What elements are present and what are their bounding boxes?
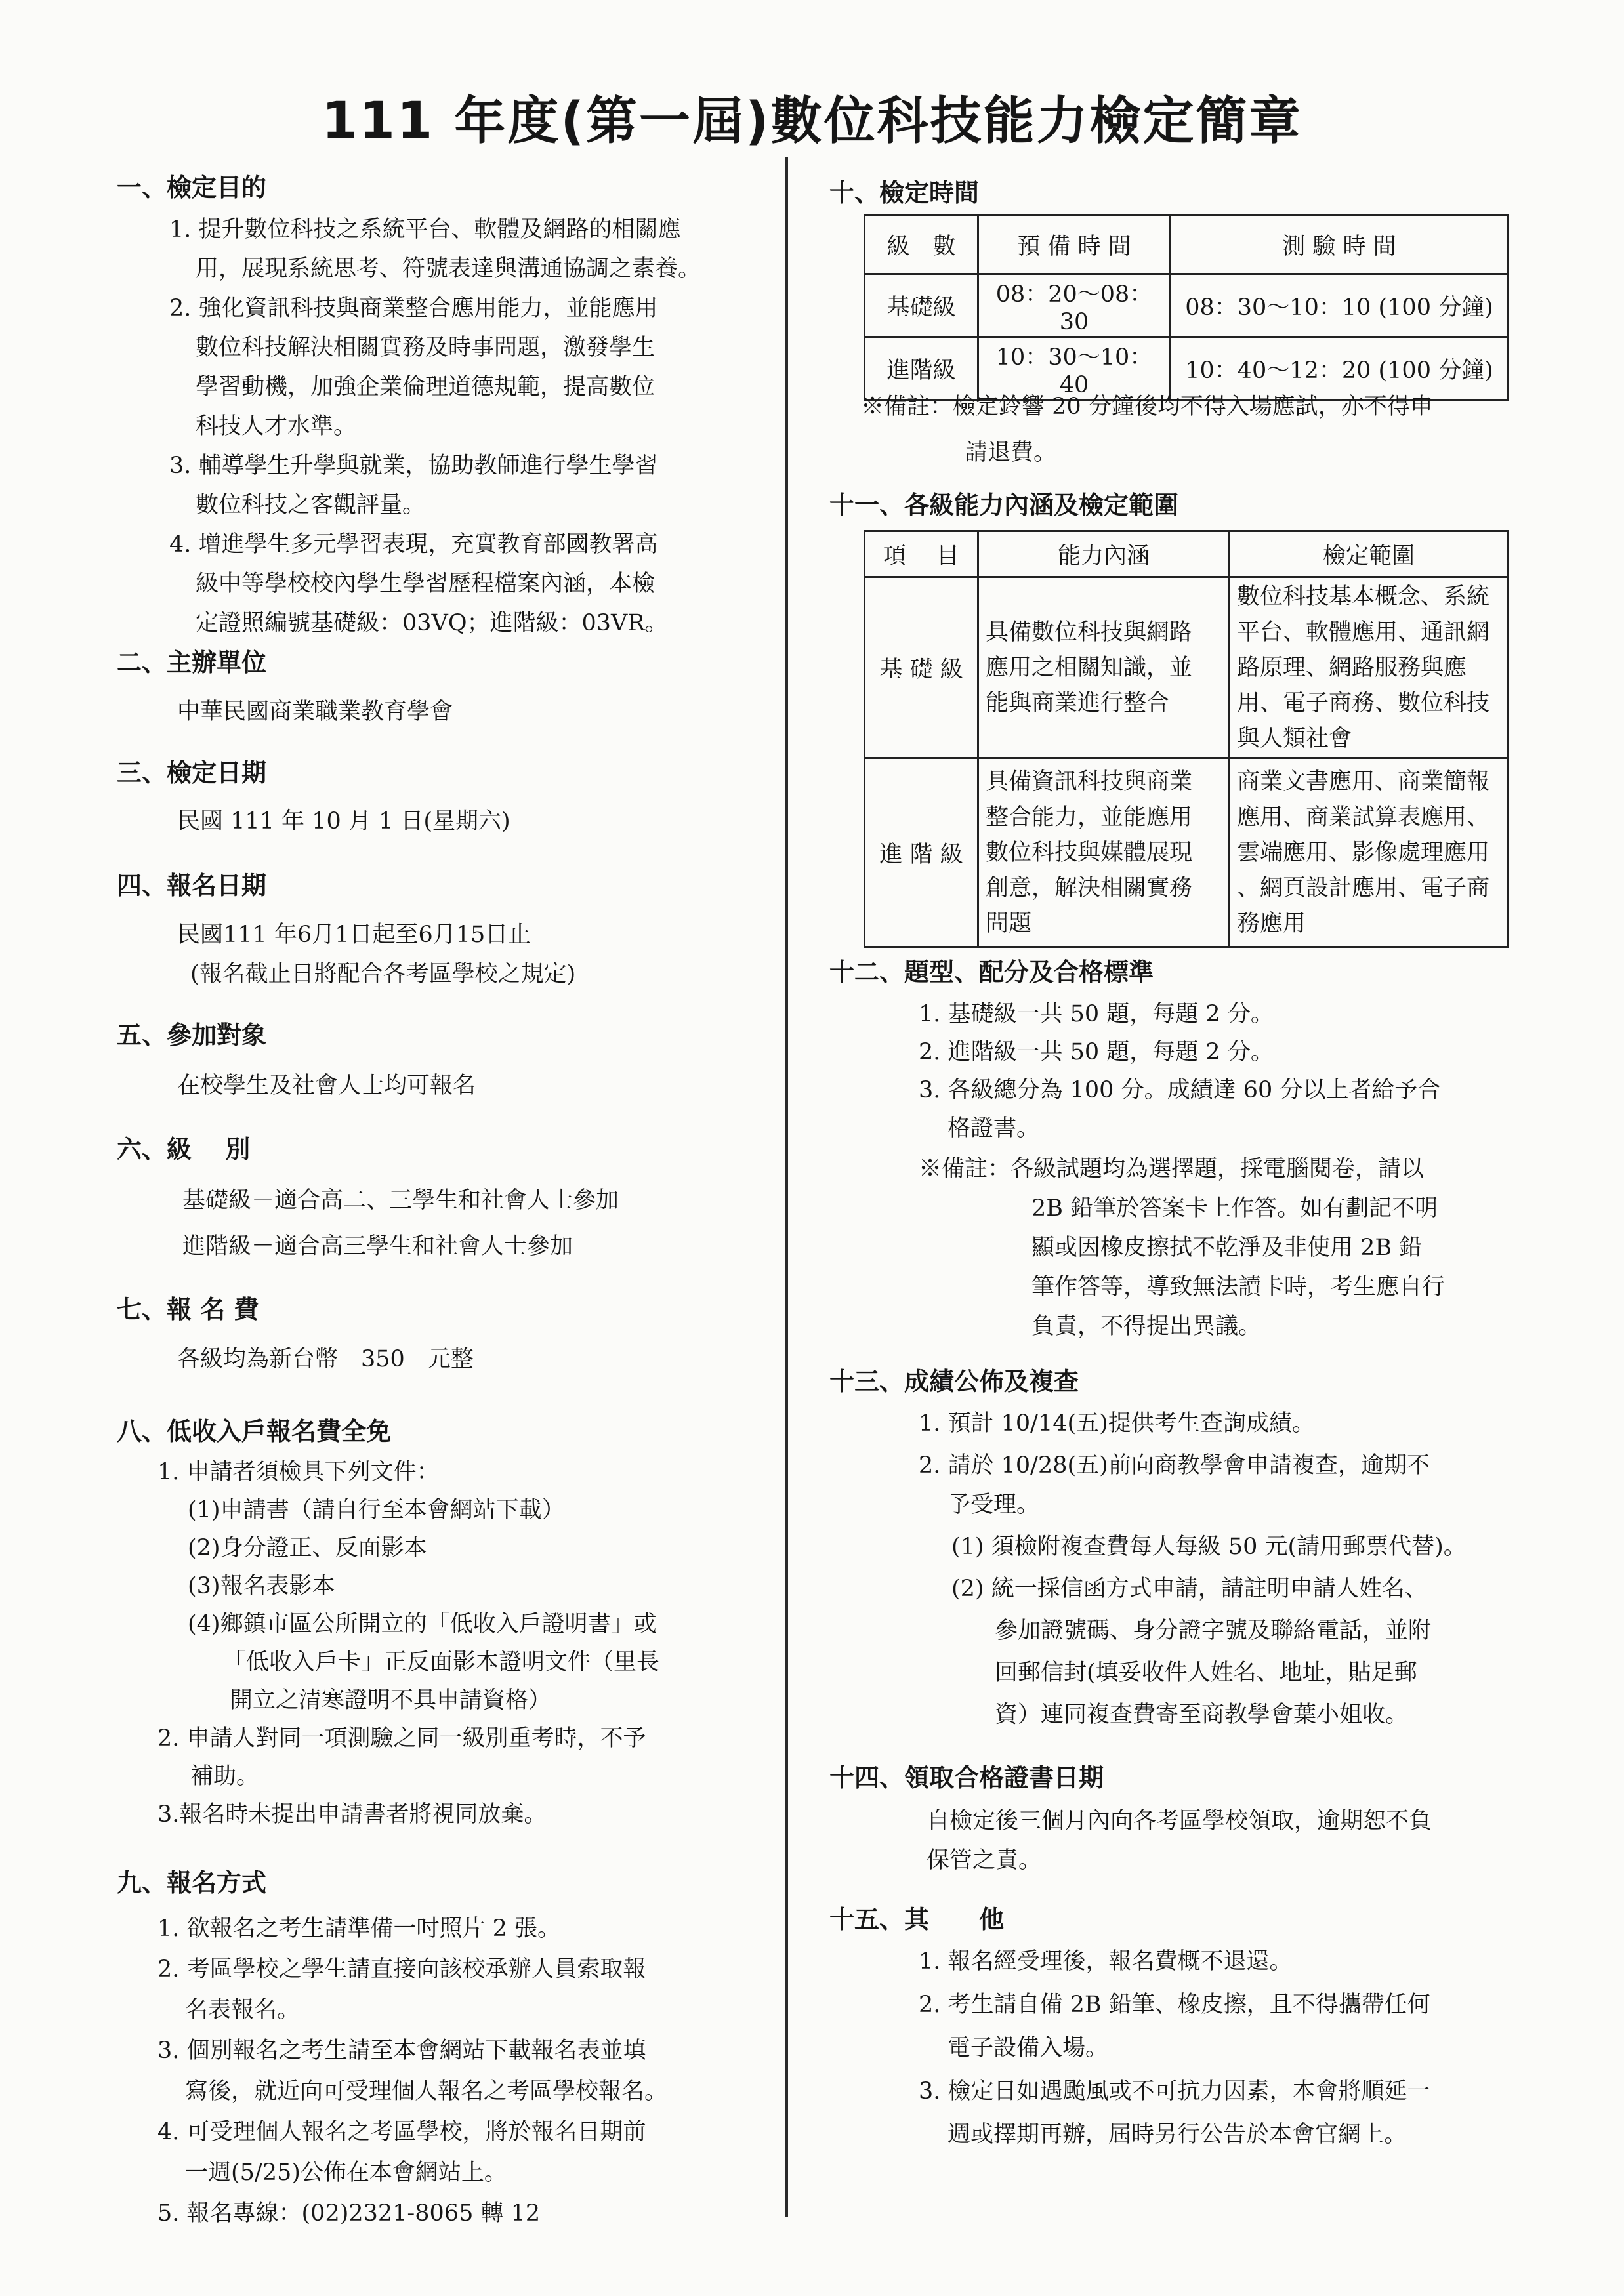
table-header-row [865,215,1509,274]
section-registration-date [117,866,266,905]
text-line: 名表報名。 [185,1997,301,2023]
section-heading: 十五、其 他 [829,1905,1005,1934]
text-line: 2. 進階級一共 50 題，每題 2 分。 [919,1039,1274,1065]
text-line: 參加證號碼、身分證字號及聯絡電話，並附 [995,1618,1432,1644]
text-line: 資）連同複查費寄至商教學會葉小姐收。 [995,1702,1409,1728]
section-purpose [117,168,266,207]
text-line: 1. 預計 10/14(五)提供考生查詢成績。 [919,1410,1315,1437]
section-registration-method [117,1863,266,1902]
cell-line: 應用、商業試算表應用、 [1237,804,1490,830]
header-cell: 檢定範圍 [1230,531,1509,577]
section-heading: 五、參加對象 [117,1021,267,1050]
table-row [865,274,1509,337]
section-ability-scope [829,485,1178,525]
section-heading: 二、主辦單位 [117,648,267,677]
text-line: 筆作答等，導致無法讀卡時，考生應自行 [1031,1274,1446,1300]
text-line: 格證書。 [947,1115,1040,1141]
text-line: 2. 申請人對同一項測驗之同一級別重考時，不予 [157,1725,646,1752]
text-line: 1. 提升數位科技之系統平台、軟體及網路的相關應 [169,216,681,243]
table-row [865,577,1509,758]
text-line: 定證照編號基礎級：03VQ；進階級：03VR。 [196,610,668,636]
text-line: 科技人才水準。 [196,413,357,440]
text-line: 開立之清寒證明不具申請資格） [230,1687,552,1713]
table-cell [1230,758,1509,947]
section-eligibility [117,1015,266,1055]
text-line: 2B 鉛筆於答案卡上作答。如有劃記不明 [1031,1195,1438,1221]
section-heading: 十、檢定時間 [829,178,980,207]
text-line: 進階級－適合高三學生和社會人士參加 [182,1233,573,1260]
text-line: 數位科技之客觀評量。 [196,492,426,518]
text-line: 負責，不得提出異議。 [1031,1313,1262,1340]
text-line: 「低收入戶卡」正反面影本證明文件（里長 [223,1649,660,1675]
text-line: 3. 檢定日如遇颱風或不可抗力因素，本會將順延一 [919,2078,1430,2104]
exam-time-table [864,214,1509,401]
section-scoring [829,953,1154,992]
table-cell [1230,577,1509,758]
text-line: 1. 基礎級一共 50 題，每題 2 分。 [919,1001,1274,1027]
text-line: 基礎級－適合高二、三學生和社會人士參加 [182,1187,619,1214]
header-cell: 預 備 時 間 [978,215,1171,274]
table-cell: 10：40～12：20 (100 分鐘) [1171,337,1509,400]
cell-line: 、網頁設計應用、電子商 [1237,874,1490,901]
table-cell: 10：30～10：40 [978,337,1171,400]
text-line: 3.報名時未提出申請書者將視同放棄。 [157,1801,547,1828]
cell-line: 務應用 [1237,910,1306,937]
table-header-row [865,531,1509,577]
section-heading: 三、檢定日期 [117,758,267,787]
text-line: (2) 統一採信函方式申請，請註明申請人姓名、 [951,1576,1428,1602]
cell-line: 應用之相關知識，並 [986,654,1193,681]
section-fee [117,1290,259,1329]
table-cell [978,577,1230,758]
cell-line: 平台、軟體應用、通訊網 [1237,619,1490,646]
page-title: 111 年度(第一屆)數位科技能力檢定簡章 [322,92,1302,151]
cell-line: 雲端應用、影像處理應用 [1237,839,1490,866]
section-results [829,1362,1079,1401]
text-line: 2. 考區學校之學生請直接向該校承辦人員索取報 [157,1956,646,1982]
cell-line: 商業文書應用、商業簡報 [1237,768,1490,795]
cell-line: 路原理、網路服務與應 [1237,654,1467,681]
cell-line: 用、電子商務、數位科技 [1237,689,1490,716]
text-line: 4. 可受理個人報名之考區學校，將於報名日期前 [157,2119,646,2145]
cell-line: 數位科技與媒體展現 [986,839,1193,866]
header-cell: 測 驗 時 間 [1171,215,1509,274]
text-line: (4)鄉鎮市區公所開立的「低收入戶證明書」或 [188,1611,657,1637]
table-row [865,758,1509,947]
text-line: 3. 各級總分為 100 分。成績達 60 分以上者給予合 [919,1077,1441,1103]
text-line: ※備註：各級試題均為選擇題，採電腦閱卷，請以 [919,1156,1425,1182]
section-heading: 一、檢定目的 [117,173,267,202]
section-heading: 六、級 別 [117,1135,251,1164]
text-line: 學習動機，加強企業倫理道德規範，提高數位 [196,374,656,400]
text-line: 1. 申請者須檢具下列文件： [157,1459,440,1485]
column-divider [785,157,788,2217]
section-heading: 七、報 名 費 [117,1295,259,1324]
ability-scope-table [864,530,1509,948]
section-fee-waiver [117,1412,391,1451]
section-levels [117,1130,250,1169]
text-line: 請退費。 [965,440,1057,466]
cell-line: 具備數位科技與網路 [986,619,1193,646]
table-cell: 進 階 級 [865,758,978,947]
text-line: 回郵信封(填妥收件人姓名、地址，貼足郵 [995,1660,1417,1686]
text-line: 級中等學校校內學生學習歷程檔案內涵，本檢 [196,571,656,597]
text-line: 1. 欲報名之考生請準備一吋照片 2 張。 [157,1916,561,1942]
text-line: 週或擇期再辦，屆時另行公告於本會官網上。 [947,2122,1407,2148]
text-line: 2. 強化資訊科技與商業整合應用能力，並能應用 [169,295,658,321]
text-line: 4. 增進學生多元學習表現，充實教育部國教署高 [169,531,658,558]
header-cell: 級 數 [865,215,978,274]
text-line: 顯或因橡皮擦拭不乾淨及非使用 2B 鉛 [1031,1235,1423,1261]
text-line: 3. 個別報名之考生請至本會網站下載報名表並填 [157,2038,646,2064]
section-exam-time [829,173,979,213]
text-line: (報名截止日將配合各考區學校之規定) [190,961,576,987]
text-line: 各級均為新台幣 350 元整 [177,1346,474,1372]
header-cell: 項 目 [865,531,978,577]
text-line: (1) 須檢附複查費每人每級 50 元(請用郵票代替)。 [951,1534,1467,1560]
table-cell: 基 礎 級 [865,577,978,758]
section-heading: 八、低收入戶報名費全免 [117,1417,392,1446]
section-heading: 十三、成績公佈及複查 [829,1367,1079,1396]
table-cell [978,758,1230,947]
section-other [829,1900,1004,1939]
text-line: 2. 考生請自備 2B 鉛筆、橡皮擦，且不得攜帶任何 [919,1992,1430,2018]
table-cell: 08：30～10：10 (100 分鐘) [1171,274,1509,337]
table-cell: 進階級 [865,337,978,400]
text-line: (3)報名表影本 [188,1573,335,1599]
text-line: 民國111 年6月1日起至6月15日止 [177,922,531,948]
text-line: 2. 請於 10/28(五)前向商教學會申請複查，逾期不 [919,1452,1430,1479]
text-line: 自檢定後三個月內向各考區學校領取，逾期恕不負 [927,1808,1432,1834]
cell-line: 數位科技基本概念、系統 [1237,583,1490,610]
text-line: 在校學生及社會人士均可報名 [177,1073,476,1099]
text-line: ※備註：檢定鈴響 20 分鐘後均不得入場應試，亦不得申 [861,394,1433,420]
table-cell: 基礎級 [865,274,978,337]
text-line: 一週(5/25)公佈在本會網站上。 [185,2160,507,2186]
text-line: 寫後，就近向可受理個人報名之考區學校報名。 [185,2078,668,2104]
text-line: 補助。 [190,1763,260,1790]
text-line: 民國 111 年 10 月 1 日(星期六) [177,808,510,834]
section-organizer [117,643,266,682]
section-heading: 十二、題型、配分及合格標準 [829,958,1154,987]
text-line: (1)申請書（請自行至本會網站下載） [188,1497,565,1523]
section-heading: 四、報名日期 [117,871,267,900]
cell-line: 能與商業進行整合 [986,689,1170,716]
section-heading: 十四、領取合格證書日期 [829,1763,1104,1792]
cell-line: 具備資訊科技與商業 [986,768,1193,795]
section-heading: 九、報名方式 [117,1868,267,1897]
section-certificate [829,1758,1104,1797]
cell-line: 與人類社會 [1237,725,1352,752]
table-cell: 08：20～08：30 [978,274,1171,337]
text-line: 3. 輔導學生升學與就業，協助教師進行學生學習 [169,453,658,479]
text-line: (2)身分證正、反面影本 [188,1535,427,1561]
section-heading: 十一、各級能力內涵及檢定範圍 [829,491,1179,520]
text-line: 保管之責。 [927,1847,1042,1874]
text-line: 電子設備入場。 [947,2035,1109,2061]
text-line: 予受理。 [947,1492,1040,1518]
cell-line: 整合能力，並能應用 [986,804,1193,830]
header-cell: 能力內涵 [978,531,1230,577]
cell-line: 創意，解決相關實務 [986,874,1193,901]
text-line: 數位科技解決相關實務及時事問題，激發學生 [196,335,656,361]
section-exam-date [117,753,266,792]
cell-line: 問題 [986,910,1032,937]
text-line: 1. 報名經受理後，報名費概不退還。 [919,1948,1293,1975]
text-line: 中華民國商業職業教育學會 [177,699,453,725]
text-line: 5. 報名專線：(02)2321-8065 轉 12 [157,2200,541,2226]
text-line: 用，展現系統思考、符號表達與溝通協調之素養。 [196,256,701,282]
